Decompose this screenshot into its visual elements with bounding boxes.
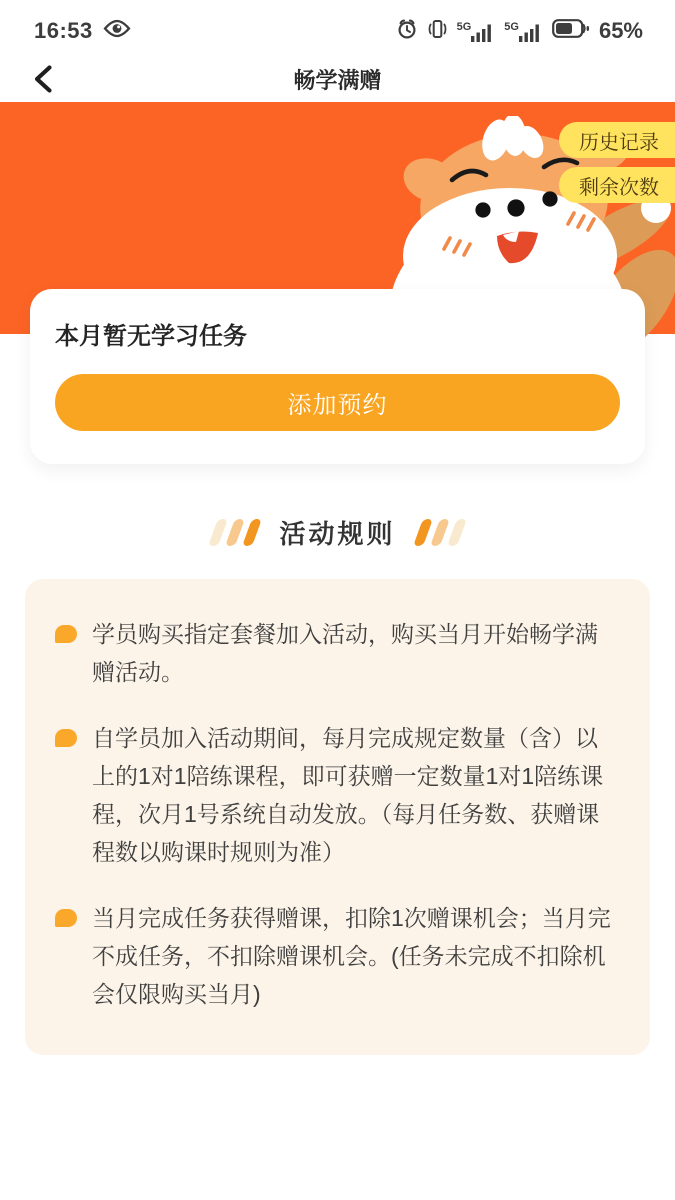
bullet-blob-icon bbox=[55, 625, 77, 643]
signal-strength-icon-sim2 bbox=[504, 19, 543, 43]
status-bar bbox=[0, 0, 675, 56]
remaining-times-tab[interactable] bbox=[559, 167, 675, 203]
monthly-task-card bbox=[30, 289, 645, 464]
eye-protection-icon bbox=[103, 19, 131, 43]
alarm-clock-icon bbox=[396, 18, 418, 45]
rule-item bbox=[55, 899, 620, 1013]
add-reservation-button[interactable]: 添加预约 bbox=[55, 374, 620, 431]
task-status-text: 本月暂无学习任务 bbox=[55, 323, 247, 350]
bullet-blob-icon bbox=[55, 729, 77, 747]
nav-bar bbox=[0, 56, 675, 102]
signal-strength-icon-sim1 bbox=[457, 19, 496, 43]
bullet-blob-icon bbox=[55, 909, 77, 927]
network-type-label: 5G bbox=[504, 21, 519, 33]
network-type-label: 5G bbox=[456, 21, 472, 33]
history-records-tab[interactable] bbox=[559, 122, 675, 158]
vibrate-mode-icon bbox=[427, 18, 448, 45]
slash-decoration-right bbox=[418, 519, 462, 546]
battery-icon bbox=[552, 19, 590, 43]
slash-decoration-left bbox=[213, 519, 257, 546]
battery-percent-label: 65% bbox=[598, 18, 643, 43]
page-title: 畅学满赠 bbox=[293, 67, 382, 93]
rule-text: 自学员加入活动期间，每月完成规定数量（含）以上的1对1陪练课程，即可获赠一定数量1对1陪练课程，次月1号系统自动发放。（每月任务数、获赠课程数以购课时规则为准） bbox=[92, 725, 604, 865]
rule-item bbox=[55, 719, 620, 871]
rules-section-header bbox=[0, 514, 675, 551]
remaining-times-label: 剩余次数 bbox=[579, 176, 659, 199]
history-records-label: 历史记录 bbox=[579, 131, 659, 154]
rule-item bbox=[55, 615, 620, 691]
rule-text: 学员购买指定套餐加入活动，购买当月开始畅学满赠活动。 bbox=[92, 621, 598, 685]
rule-text: 当月完成任务获得赠课，扣除1次赠课机会；当月完不成任务，不扣除赠课机会。(任务未完成不扣除机会仅限购买当月) bbox=[92, 905, 611, 1007]
banner-tab-group bbox=[559, 122, 675, 203]
rules-section-title: 活动规则 bbox=[279, 519, 396, 549]
clock-time: 16:53 bbox=[34, 18, 93, 43]
rules-card bbox=[25, 579, 650, 1055]
